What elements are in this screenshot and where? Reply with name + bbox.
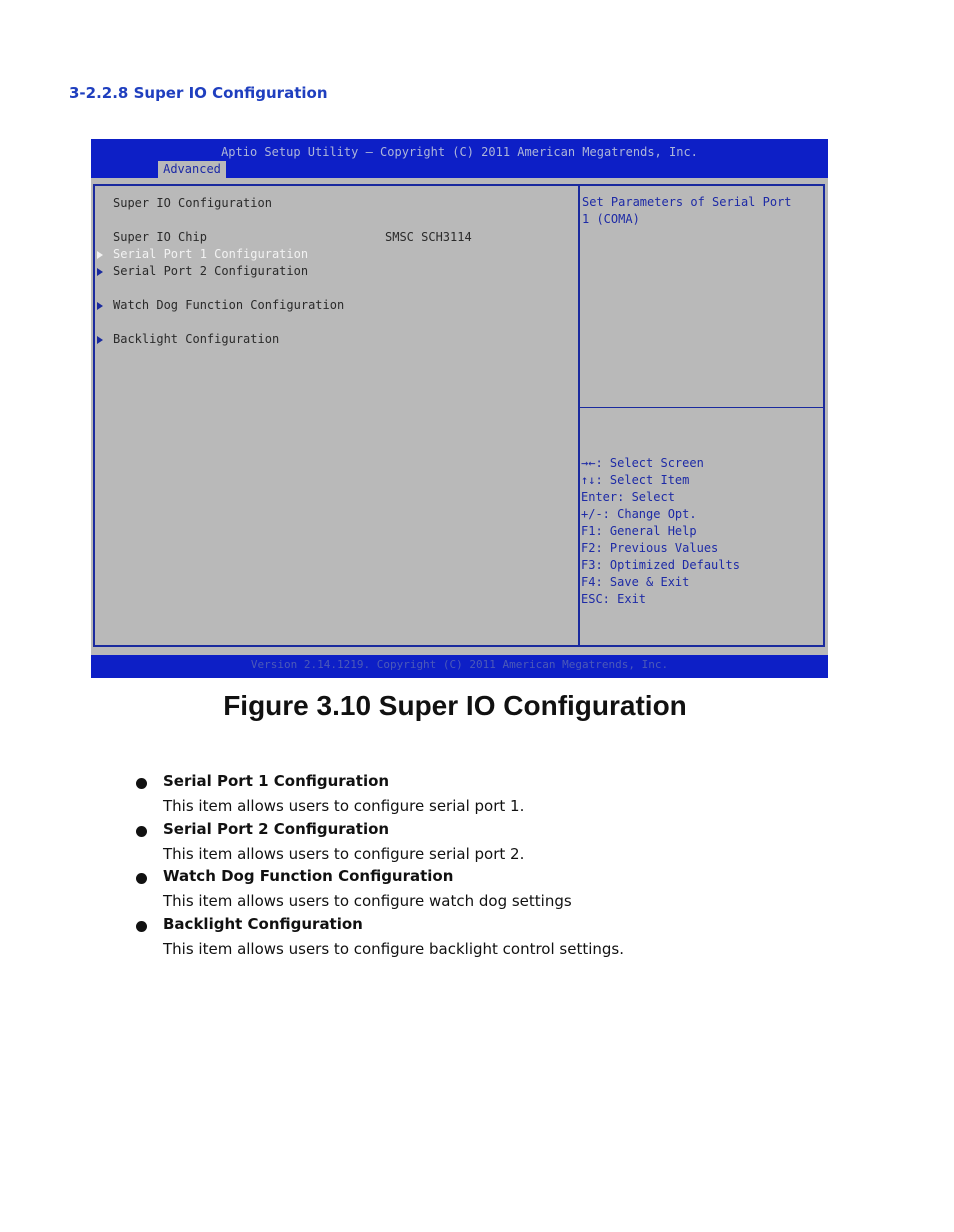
menu-arrow-icon (97, 302, 103, 310)
bios-footer: Version 2.14.1219. Copyright (C) 2011 American Megatrends, Inc. (250, 658, 669, 671)
item-description: This item allows users to configure watch dog settings (163, 892, 572, 911)
chip-label: Super IO Chip (113, 230, 207, 244)
section-heading: 3-2.2.8 Super IO Configuration (69, 84, 328, 102)
key-legend-item: Enter: Select (581, 490, 675, 504)
key-legend-item: →←: Select Screen (581, 456, 704, 470)
key-legend-item: +/-: Change Opt. (581, 507, 697, 521)
help-line-1: Set Parameters of Serial Port (582, 195, 792, 209)
bullet-icon (136, 921, 147, 932)
help-divider (580, 407, 823, 408)
bullet-icon (136, 826, 147, 837)
item-title: Serial Port 2 Configuration (163, 819, 390, 838)
key-legend-item: ESC: Exit (581, 592, 647, 606)
bullet-icon (136, 778, 147, 789)
menu-item-watch-dog[interactable]: Watch Dog Function Configuration (113, 298, 345, 312)
bios-screenshot (91, 139, 828, 678)
menu-panel (93, 184, 580, 647)
key-legend-item: F3: Optimized Defaults (581, 558, 740, 572)
item-description: This item allows users to configure serial port 1. (163, 797, 525, 815)
help-line-2: 1 (COMA) (582, 212, 640, 226)
item-title: Serial Port 1 Configuration (163, 772, 390, 790)
key-legend-item: ↑↓: Select Item (581, 473, 690, 487)
menu-title: Super IO Configuration (113, 196, 272, 210)
key-legend-item: F1: General Help (581, 524, 697, 538)
item-description: This item allows users to configure serial port 2. (163, 844, 525, 863)
key-legend (581, 455, 740, 608)
item-title: Watch Dog Function Configuration (163, 867, 454, 886)
menu-arrow-icon (97, 268, 103, 276)
menu-item-backlight[interactable]: Backlight Configuration (113, 332, 280, 346)
tab-advanced[interactable]: Advanced (158, 161, 226, 178)
item-description: This item allows users to configure backlight control settings. (163, 940, 625, 959)
figure-caption: Figure 3.10 Super IO Configuration (223, 690, 687, 721)
menu-arrow-icon (97, 251, 103, 259)
item-title: Backlight Configuration (163, 915, 363, 934)
menu-item-serial-port-2[interactable]: Serial Port 2 Configuration (113, 264, 309, 278)
bios-title: Aptio Setup Utility – Copyright (C) 2011 American Megatrends, Inc. (221, 145, 698, 159)
menu-arrow-icon (97, 336, 103, 344)
chip-value: SMSC SCH3114 (385, 230, 472, 244)
menu-item-serial-port-1[interactable]: Serial Port 1 Configuration (113, 247, 309, 261)
key-legend-item: F2: Previous Values (581, 541, 719, 555)
key-legend-item: F4: Save & Exit (581, 575, 690, 589)
bios-body (91, 178, 828, 655)
bullet-icon (136, 873, 147, 884)
